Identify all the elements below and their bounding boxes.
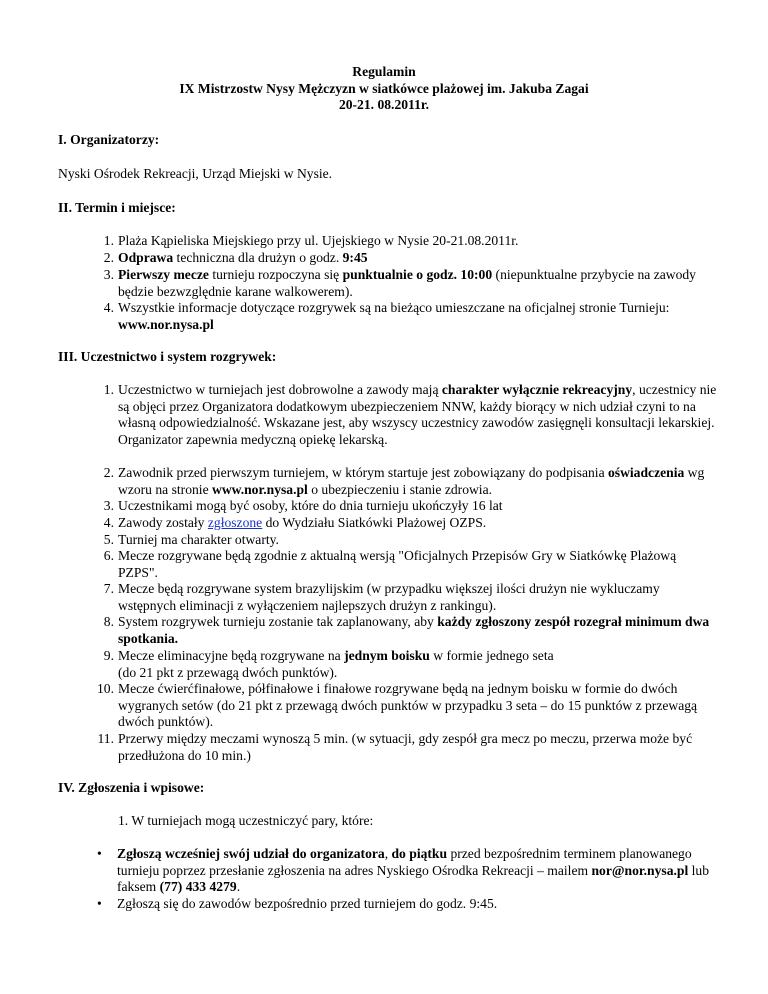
item-number: 3. bbox=[103, 498, 114, 513]
section-3-heading: III. Uczestnictwo i system rozgrywek: bbox=[58, 349, 277, 364]
zgloszone-link[interactable]: zgłoszone bbox=[207, 515, 263, 530]
list-item: 2. Odprawa techniczna dla drużyn o godz. 9:45 bbox=[78, 250, 718, 267]
section-1-text: Nyski Ośrodek Rekreacji, Urząd Miejski w Nysie. bbox=[58, 166, 333, 181]
list-item: 6. Mecze rozgrywane będą zgodnie z aktualną wersją "Oficjalnych Przepisów Gry w Siatkówkę Plażową PZPS". bbox=[78, 548, 718, 581]
list-item: 7. Mecze będą rozgrywane system brazylijskim (w przypadku większej ilości drużyn nie wykluczamy wstępnych eliminacji z wyłączeniem najlepszych drużyn z rankingu). bbox=[78, 581, 718, 614]
document-title bbox=[0, 64, 768, 114]
item-number: 1. bbox=[103, 233, 114, 248]
item-number: 7. bbox=[103, 581, 114, 596]
item-number: 2. bbox=[103, 250, 114, 265]
list-item: 4. Wszystkie informacje dotyczące rozgrywek są na bieżąco umieszczane na oficjalnej stronie Turnieju: www.nor.nysa.pl bbox=[78, 300, 718, 333]
list-item: 1. Uczestnictwo w turniejach jest dobrowolne a zawody mają charakter wyłącznie rekreacyjny, uczestnicy nie są objęci przez Organizatora dodatkowym ubezpieczeniem NNW, każdy biorący w nich udział czyni to na własną odpowiedzialność. Wskazane jest, aby wszyscy uczestnicy zawodów zasięgnęli konsultacji lekarskiej. Organizator zapewnia medyczną opiekę lekarską. bbox=[78, 382, 718, 448]
item-number: 8. bbox=[103, 614, 114, 629]
item-number: 6. bbox=[103, 548, 114, 563]
list-item: 3. Uczestnikami mogą być osoby, które do dnia turnieju ukończyły 16 lat bbox=[78, 498, 718, 515]
item-number: 1. bbox=[103, 382, 114, 397]
section-1-heading: I. Organizatorzy: bbox=[58, 132, 160, 147]
item-number: 4. bbox=[103, 300, 114, 315]
list-item: 4. Zawody zostały zgłoszone do Wydziału Siatkówki Plażowej OZPS. bbox=[78, 515, 718, 532]
section-2-heading: II. Termin i miejsce: bbox=[58, 200, 176, 215]
list-item: 9. Mecze eliminacyjne będą rozgrywane na jednym boisku w formie jednego seta (do 21 pkt z przewagą dwóch punktów). bbox=[78, 648, 718, 681]
item-number: 10. bbox=[97, 681, 114, 696]
list-item: 8. System rozgrywek turnieju zostanie tak zaplanowany, aby każdy zgłoszony zespół rozegrał minimum dwa spotkania. bbox=[78, 614, 718, 647]
item-number: 9. bbox=[103, 648, 114, 663]
list-item: 3. Pierwszy mecze turnieju rozpoczyna się punktualnie o godz. 10:00 (niepunktualne przybycie na zawody będzie bezwzględnie karane walkowerem). bbox=[78, 267, 718, 300]
title-line-1: Regulamin bbox=[352, 64, 416, 79]
section-4-intro: 1. W turniejach mogą uczestniczyć pary, które: bbox=[118, 813, 374, 828]
item-number: 2. bbox=[103, 465, 114, 480]
title-line-3: 20-21. 08.2011r. bbox=[338, 97, 430, 113]
title-line-2: IX Mistrzostw Nysy Mężczyzn w siatkówce plażowej im. Jakuba Zagai bbox=[179, 80, 589, 96]
list-item: • Zgłoszą się do zawodów bezpośrednio przed turniejem do godz. 9:45. bbox=[97, 896, 498, 911]
item-number: 11. bbox=[97, 731, 114, 746]
bullet: • bbox=[97, 896, 102, 911]
item-number: 4. bbox=[103, 515, 114, 530]
list-item: • Zgłoszą wcześniej swój udział do organizatora, do piątku przed bezpośrednim terminem planowanego turnieju poprzez przesłanie zgłoszenia na adres Nyskiego Ośrodka Rekreacji – mailem nor@nor.nysa.pl lub faksem (77) 433 4279. bbox=[97, 846, 710, 895]
list-item: 1. Plaża Kąpieliska Miejskiego przy ul. Ujejskiego w Nysie 20-21.08.2011r. bbox=[78, 233, 718, 250]
bullet: • bbox=[97, 846, 102, 861]
section-4-heading: IV. Zgłoszenia i wpisowe: bbox=[58, 780, 205, 795]
item-number: 5. bbox=[103, 532, 114, 547]
item-number: 3. bbox=[103, 267, 114, 282]
list-item: 2. Zawodnik przed pierwszym turniejem, w którym startuje jest zobowiązany do podpisania oświadczenia wg wzoru na stronie www.nor.nysa.pl o ubezpieczeniu i stanie zdrowia. bbox=[78, 465, 718, 498]
list-item: 11. Przerwy między meczami wynoszą 5 min. (w sytuacji, gdy zespół gra mecz po meczu, przerwa może być przedłużona do 10 min.) bbox=[78, 731, 718, 764]
list-item: 10. Mecze ćwierćfinałowe, półfinałowe i finałowe rozgrywane będą na jednym boisku w formie do dwóch wygranych setów (do 21 pkt z przewagą dwóch punktów w przypadku 3 seta – do 15 punktów z przewagą dwóch punktów). bbox=[78, 681, 718, 731]
list-item: 5. Turniej ma charakter otwarty. bbox=[78, 532, 718, 549]
